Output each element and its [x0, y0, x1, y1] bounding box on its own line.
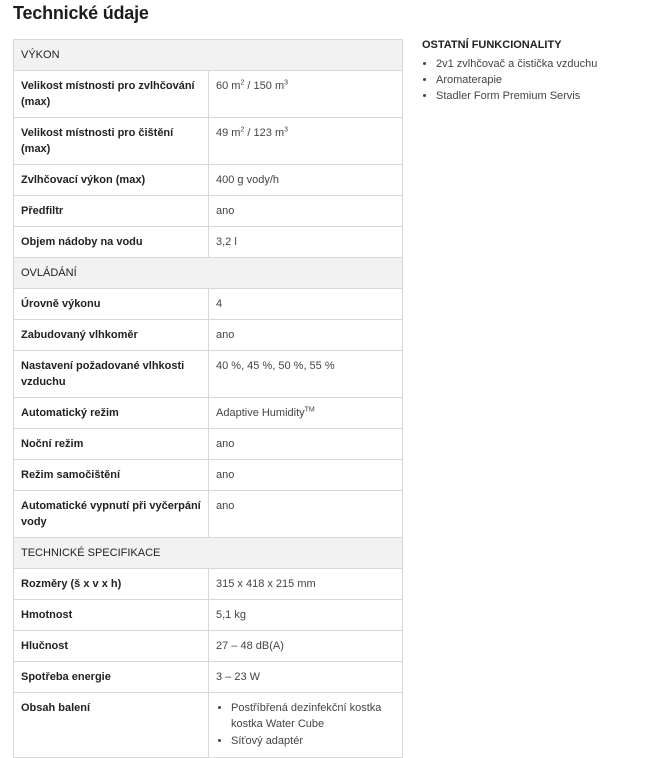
table-row — [14, 693, 403, 758]
row-label: Rozměry (š x v x h) — [14, 569, 209, 600]
row-value: ano — [209, 320, 403, 351]
table-row — [14, 600, 403, 631]
page-title: Technické údaje — [13, 3, 149, 23]
row-value: 40 %, 45 %, 50 %, 55 % — [209, 351, 403, 398]
section-title: OVLÁDÁNÍ — [14, 258, 403, 289]
table-row — [14, 662, 403, 693]
section-header-technicke-specifikace — [14, 538, 403, 569]
row-label: Režim samočištění — [14, 460, 209, 491]
table-row — [14, 289, 403, 320]
row-value: 3 – 23 W — [209, 662, 403, 693]
table-row — [14, 118, 403, 165]
table-row — [14, 569, 403, 600]
row-value: 3,2 l — [209, 227, 403, 258]
row-label: Obsah balení — [14, 693, 209, 758]
table-row — [14, 398, 403, 429]
other-features-list — [422, 56, 637, 104]
row-label: Zabudovaný vlhkoměr — [14, 320, 209, 351]
table-row — [14, 71, 403, 118]
list-item: • 2v1 zvlhčovač a čistička vzduchu — [436, 56, 637, 72]
row-value: 400 g vody/h — [209, 165, 403, 196]
table-row — [14, 227, 403, 258]
row-label: Objem nádoby na vodu — [14, 227, 209, 258]
row-label: Předfiltr — [14, 196, 209, 227]
row-value: 27 – 48 dB(A) — [209, 631, 403, 662]
other-features-panel — [422, 37, 637, 104]
table-row — [14, 631, 403, 662]
section-header-vykon — [14, 40, 403, 71]
row-label: Úrovně výkonu — [14, 289, 209, 320]
spec-table — [13, 39, 403, 758]
row-value: 315 x 418 x 215 mm — [209, 569, 403, 600]
table-row — [14, 460, 403, 491]
table-row — [14, 165, 403, 196]
list-item: • Stadler Form Premium Servis — [436, 88, 637, 104]
row-value: 49 $m^2 / 123$ $m^3$ — [209, 118, 403, 165]
table-row — [14, 320, 403, 351]
row-value: ano — [209, 460, 403, 491]
row-label: Automatický režim — [14, 398, 209, 429]
row-value: 5,1 kg — [209, 600, 403, 631]
row-label: Spotřeba energie — [14, 662, 209, 693]
section-title: TECHNICKÉ SPECIFIKACE — [14, 538, 403, 569]
row-label: Velikost místnosti pro zvlhčování (max) — [14, 71, 209, 118]
row-value: 60 $m^2 / 150$ $m^3$ — [209, 71, 403, 118]
list-item: • Síťový adaptér — [231, 733, 395, 749]
table-row — [14, 429, 403, 460]
row-value: ano — [209, 196, 403, 227]
row-label: Zvlhčovací výkon (max) — [14, 165, 209, 196]
table-row — [14, 351, 403, 398]
other-features-title: OSTATNÍ FUNKCIONALITY — [422, 39, 562, 51]
row-value: ano — [209, 491, 403, 538]
package-contents-list — [216, 700, 395, 749]
row-label: Automatické vypnutí při vyčerpání vody — [14, 491, 209, 538]
table-row — [14, 196, 403, 227]
row-label: Velikost místnosti pro čištění (max) — [14, 118, 209, 165]
row-value — [209, 693, 403, 758]
table-row — [14, 491, 403, 538]
section-title: VÝKON — [14, 40, 403, 71]
row-value: ano — [209, 429, 403, 460]
list-item: • Postříbřená dezinfekční kostka kostka Water Cube — [231, 700, 395, 732]
row-label: Nastavení požadované vlhkosti vzduchu — [14, 351, 209, 398]
row-label: Hmotnost — [14, 600, 209, 631]
row-label: Hlučnost — [14, 631, 209, 662]
row-value: Adaptive Humidity™ — [209, 398, 403, 429]
row-value: 4 — [209, 289, 403, 320]
row-label: Noční režim — [14, 429, 209, 460]
section-header-ovladani — [14, 258, 403, 289]
list-item: • Aromaterapie — [436, 72, 637, 88]
